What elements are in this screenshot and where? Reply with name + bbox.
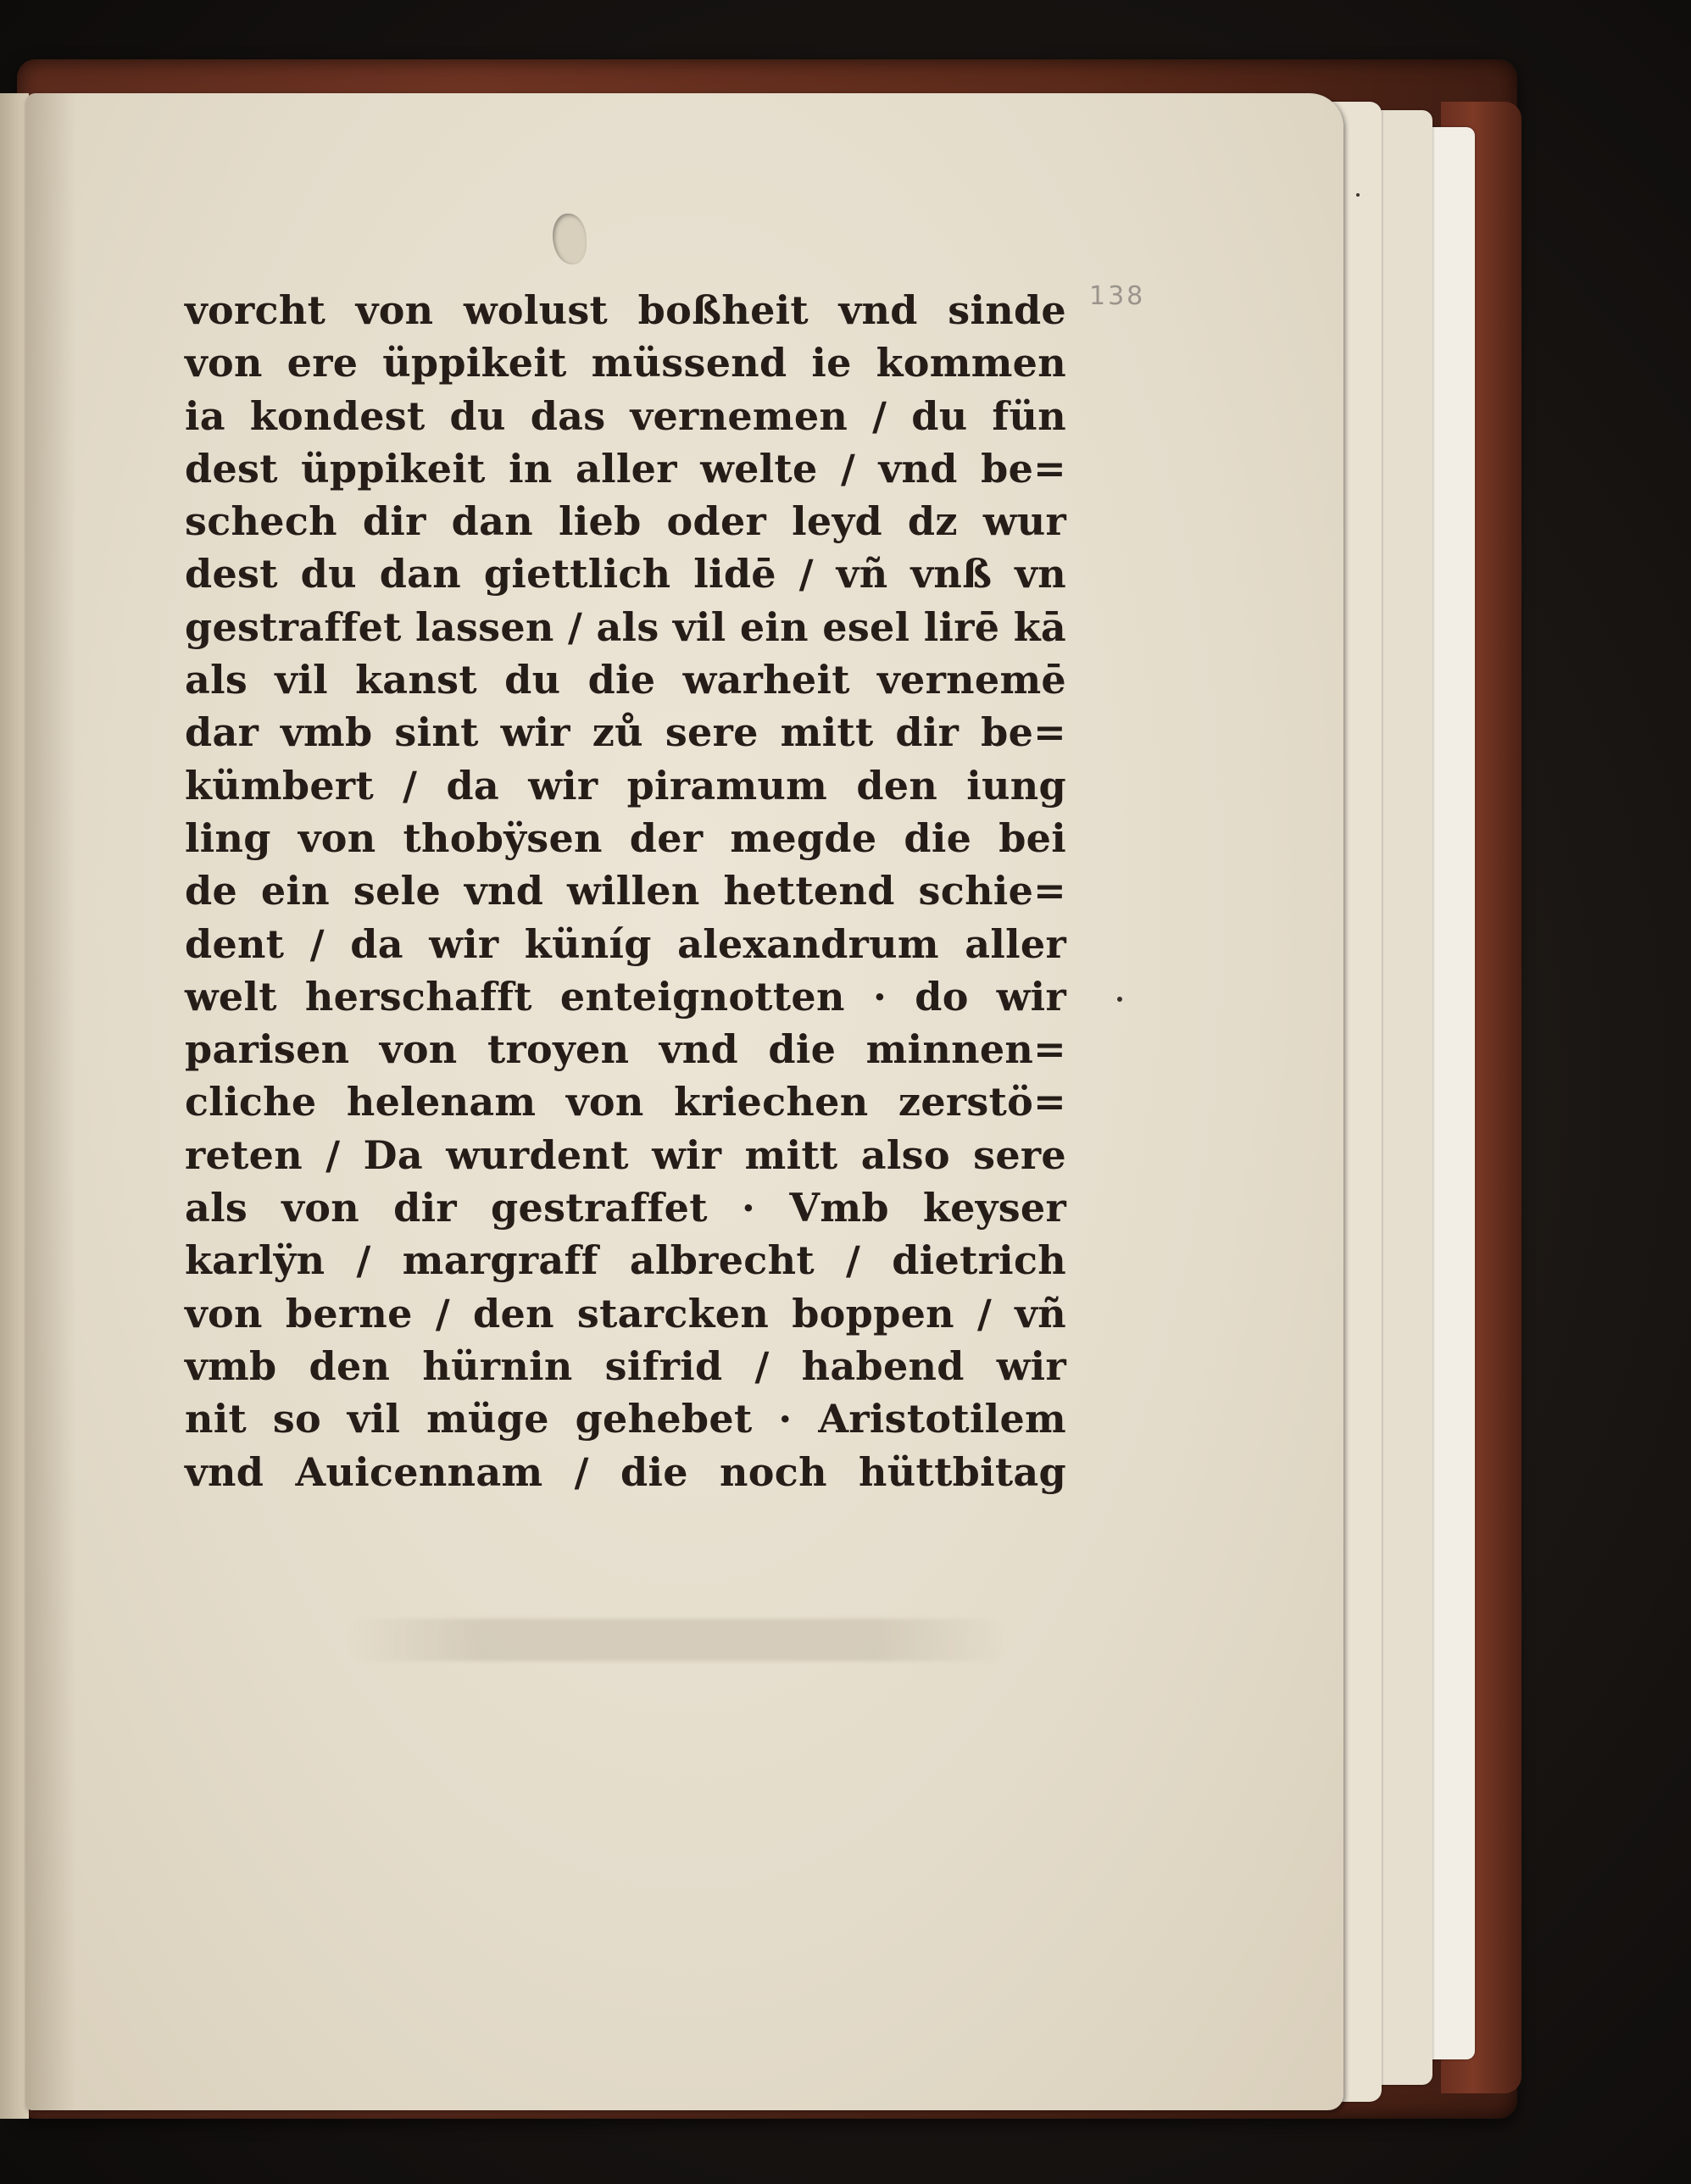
ink-mark — [1117, 997, 1122, 1002]
text-line: von berne / den starcken boppen / vñ — [185, 1290, 1066, 1337]
text-line: ling von thobÿsen der megde die bei — [185, 814, 1066, 861]
text-line: vnd Auicennam / die noch hüttbitag — [185, 1448, 1066, 1495]
text-line: karlÿn / margraff albrecht / dietrich — [185, 1237, 1066, 1284]
gutter-shadow — [25, 93, 76, 2110]
text-line: als von dir gestraffet · Vmb keyser — [185, 1185, 1066, 1231]
text-line: kümbert / da wir piramum den iung — [185, 762, 1066, 809]
text-line: cliche helenam von kriechen zerstö= — [185, 1079, 1066, 1125]
text-line: de ein sele vnd willen hettend schie= — [185, 868, 1066, 914]
ink-mark — [1356, 193, 1360, 197]
text-line: ia kondest du das vernemen / du fün — [185, 392, 1066, 439]
text-line: von ere üppikeit müssend ie kommen — [185, 340, 1066, 386]
text-line: als vil kanst du die warheit vernemē — [185, 657, 1066, 703]
text-line: welt herschafft enteignotten · do wir — [185, 973, 1066, 1020]
text-line: dar vmb sint wir zů sere mitt dir be= — [185, 709, 1066, 756]
text-line: dest üppikeit in aller welte / vnd be= — [185, 445, 1066, 492]
facing-page-edge — [0, 93, 29, 2119]
text-line: reten / Da wurdent wir mitt also sere — [185, 1131, 1066, 1178]
folio-number: 138 — [1089, 281, 1146, 311]
text-line: parisen von troyen vnd die minnen= — [185, 1026, 1066, 1073]
text-line: schech dir dan lieb oder leyd dz wur — [185, 498, 1066, 545]
text-line: nit so vil müge gehebet · Aristotilem — [185, 1396, 1066, 1442]
text-block — [185, 284, 1066, 1498]
text-line: dent / da wir küníg alexandrum aller — [185, 920, 1066, 967]
text-line: vorcht von wolust boßheit vnd sinde — [185, 287, 1066, 333]
text-line: gestraffet lassen / als vil ein esel lirē kā — [185, 603, 1066, 650]
text-line: dest du dan giettlich lidē / vñ vnß vn — [185, 551, 1066, 597]
show-through-text — [348, 1619, 1009, 1661]
text-line: vmb den hürnin sifrid / habend wir — [185, 1342, 1066, 1389]
